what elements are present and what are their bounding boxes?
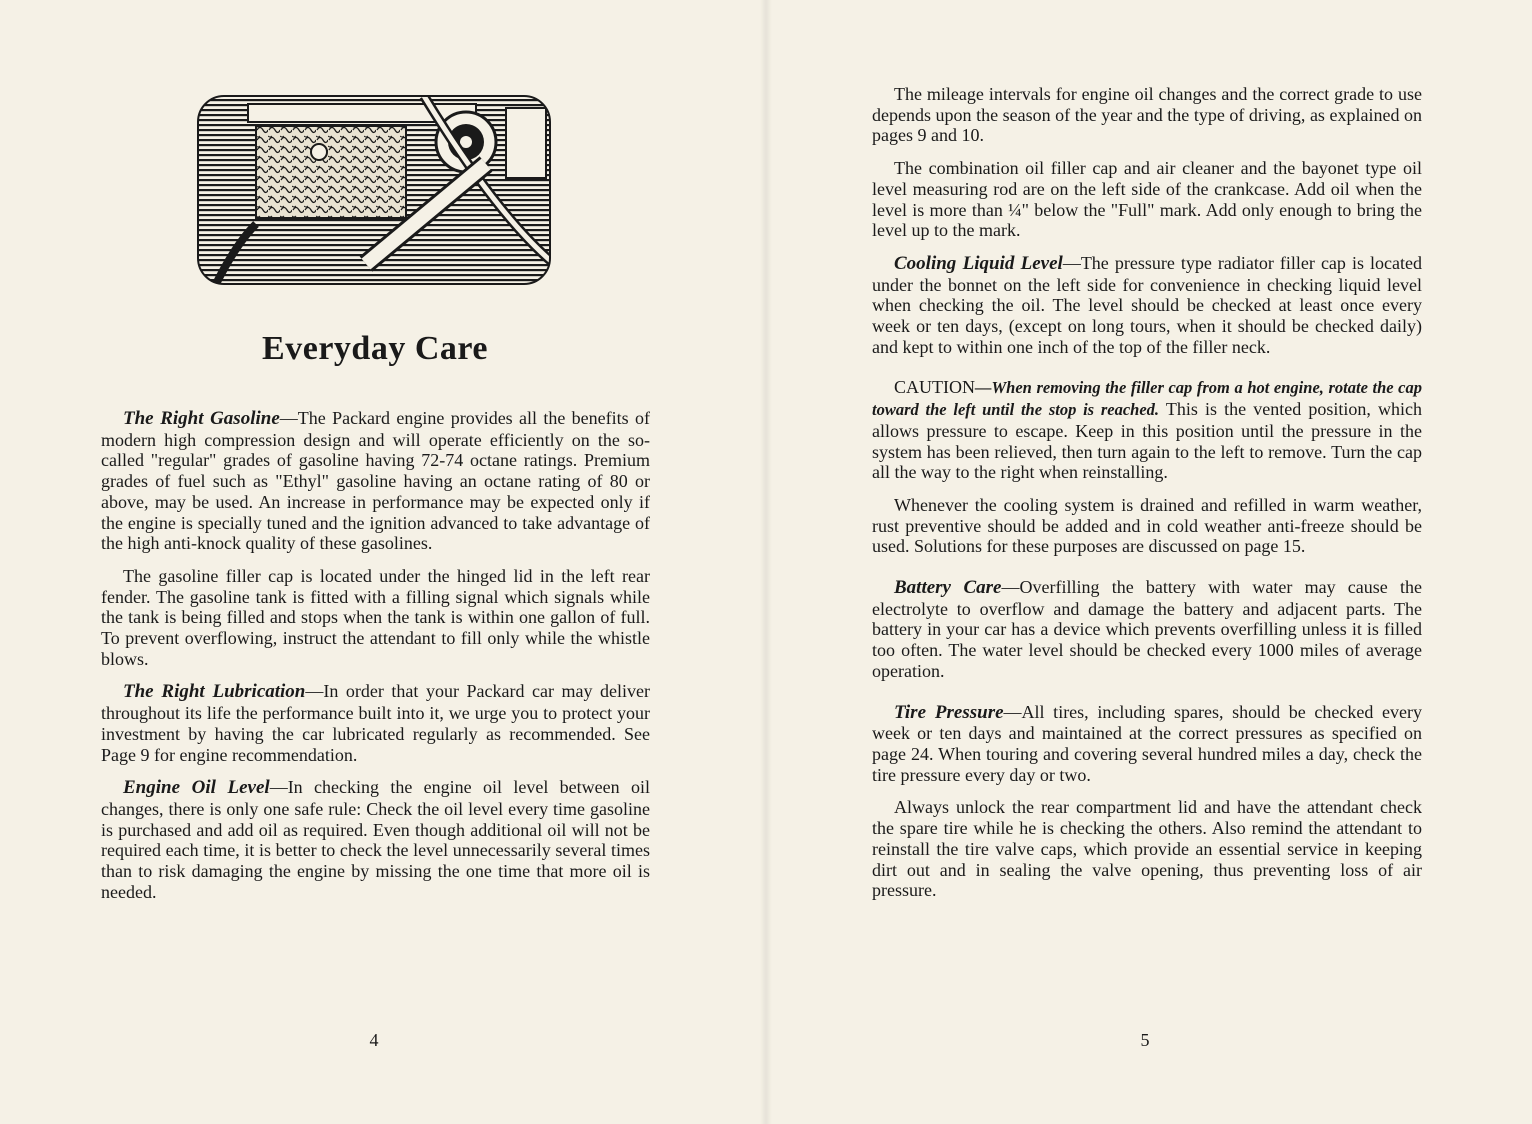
lead-cooling-liquid: Cooling Liquid Level <box>894 252 1063 274</box>
paragraph-filler-cap <box>101 566 650 670</box>
page-heading: Everyday Care <box>262 330 488 367</box>
page-number-left: 4 <box>369 1030 379 1050</box>
lead-right-gasoline: The Right Gasoline <box>123 408 280 429</box>
caution-text: This is the vented position, which allows pressure to escape. Keep in this position until the pressure in the system has been relieved, then turn again to the left to remove. Turn the cap all the way to the right when reinstalling. <box>872 399 1422 483</box>
paragraph-tire-pressure <box>872 702 1422 786</box>
caution-label: CAUTION <box>894 377 975 398</box>
paragraph-cooling-liquid <box>872 253 1422 358</box>
paragraph-spare-tire: Always unlock the rear compartment lid and have the attendant check the spare tire while he is checking the others. Also remind the attendant to reinstall the tire valve caps, which provide an essential service in keeping dirt out and in sealing the valve opening, thus preventing loss of air pressure. <box>872 797 1422 901</box>
paragraph-right-lubrication <box>101 681 650 765</box>
text-right-gasoline: —The Packard engine provides all the benefits of modern high compression design and will operate efficiently on the so-called "regular" grades of gasoline having 72-74 octane ratings. Premium grades of fuel such as "Ethyl" gasoline having an octane rating of 80 or above, may be used. An increase in performance may be expected only if the engine is specially tuned and the ignition advanced to take advantage of the high anti-knock quality of these gasolines. <box>101 408 650 554</box>
paragraph-oil-filler: The combination oil filler cap and air cleaner and the bayonet type oil level measuring rod are on the left side of the crankcase. Add oil when the level is more than ¼" below the "Full" mark. Add only enough to bring the level up to the mark. <box>872 158 1422 241</box>
caution-italic: —When removing the filler cap from a hot engine, rotate the cap toward the left until the stop is reached. <box>872 378 1422 420</box>
lead-battery-care: Battery Care <box>894 577 1002 599</box>
page-number-right: 5 <box>1140 1030 1150 1050</box>
paragraph-engine-oil-level <box>101 777 650 902</box>
text-tire-pressure: —All tires, including spares, should be checked every week or ten days and maintained at the correct pressures as specified on page 24. When touring and covering several hundred miles a day, check the tire pressure every day or two. <box>872 701 1423 785</box>
text-engine-oil-level: —In checking the engine oil level between oil changes, there is only one safe rule: Check the oil level every time gasoline is purchased and add oil as required. Even though additional oil will not be required each time, it is better to check the level unnecessarily several times than to risk damaging the engine by missing the one time that more oil is needed. <box>101 777 651 902</box>
paragraph-right-gasoline <box>101 408 650 554</box>
paragraph-battery-care <box>872 577 1422 682</box>
paragraph-oil-intervals: The mileage intervals for engine oil changes and the correct grade to use depends upon the season of the year and the type of driving, as explained on pages 9 and 10. <box>872 84 1422 146</box>
text-right-lubrication: —In order that your Packard car may deliver throughout its life the performance built into it, we urge you to protect your investment by having the car lubricated regularly as recommended. See Page 9 for engine recommendation. <box>101 681 651 765</box>
paragraph-cooling-system: Whenever the cooling system is drained and refilled in warm weather, rust preventive should be added and in cold weather anti-freeze should be used. Solutions for these purposes are discussed on page 15. <box>872 494 1422 557</box>
dashboard-illustration <box>196 94 552 286</box>
paragraph-caution <box>872 377 1422 483</box>
right-page <box>766 0 1532 1124</box>
lead-engine-oil-level: Engine Oil Level <box>123 777 270 799</box>
text-filler-cap: The gasoline filler cap is located under the hinged lid in the left rear fender. The gasoline tank is fitted with a filling signal which signals while the tank is being filled and stops when the tank is within one gallon of full. To prevent overflowing, instruct the attendant to fill only while the whistle blows. <box>101 565 650 669</box>
left-column <box>101 408 650 914</box>
lead-right-lubrication: The Right Lubrication <box>123 681 306 703</box>
lead-tire-pressure: Tire Pressure <box>894 701 1004 723</box>
text-cooling-liquid: —The pressure type radiator filler cap is located under the bonnet on the left side for convenience in checking liquid level when checking the oil. The level should be checked at least once every week or ten days, (except on long tours, when it should be checked daily) and kept to within one inch of the top of the filler neck. <box>872 252 1422 357</box>
text-battery-care: —Overfilling the battery with water may cause the electrolyte to overflow and damage the battery and adjacent parts. The battery in your car has a device which prevents overfilling unless it is filled too often. The water level should be checked every 1000 miles of average operation. <box>872 577 1422 681</box>
right-column <box>872 84 1422 913</box>
